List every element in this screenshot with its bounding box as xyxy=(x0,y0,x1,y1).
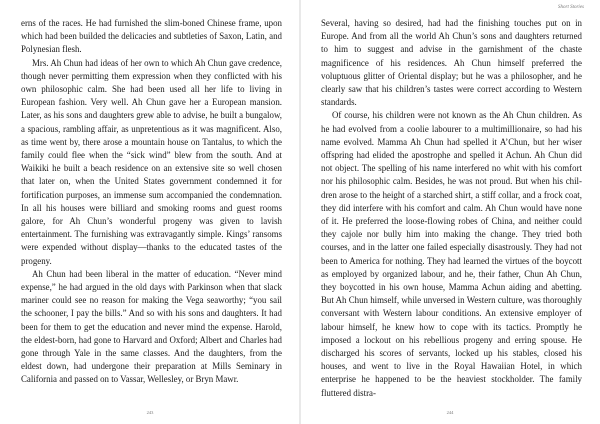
running-head: Short Stories xyxy=(558,5,584,10)
page-number-right: 244 xyxy=(446,410,454,415)
paragraph: Mrs. Ah Chun had ideas of her own to which Ah Chun gave credence, though never permitting them expression when they conflicted with his own philosophic calm. She had been used all her life to living in European fashion. Very well. Ah Chun gave her a European mansion. Later, as his sons and daughters grew able to advise, he built a bungalow, a spacious, rambling affair, as unpretentious as it was magnificent. Also, as time went by, there arose a mountain house on Tantalus, to which the family could flee when the “sick wind” blew from the south. And at Waikiki he built a beach residence on an extensive site so well chosen that later on, when the United States government condemned it for fortification purposes, an immense sum accompanied the condemnation. In all his houses were billiard and smoking rooms and guest rooms galore, for Ah Chun’s wonderful progeny was given to lavish entertainment. The furnishing was extravagantly simple. Kings’ ransoms were expended without display—thanks to the educated tastes of the progeny. xyxy=(21,57,282,266)
page-number-left: 243 xyxy=(146,410,154,415)
paragraph: Several, having so desired, had had the finishing touches put on in Europe. And from all the world Ah Chun’s sons and daughters returned to him to suggest and advise in the garnishment of the chaste magnificence of his residences. Ah Chun himself preferred the voluptuous glitter of Oriental display; but he was a philosopher, and he clearly saw that his children’s tastes were correct according to Western standards. xyxy=(321,18,582,108)
paragraph: Of course, his children were not known as the Ah Chun children. As he had evolved from a coolie labourer to a multimillionaire, so had his name evolved. Mamma Ah Chun had spelled it A’Chun, but her wiser offspring had elided the apostrophe and spelled it Achun. Ah Chun did not object. The spelling of his name interfered no whit with his comfort nor his philosophic calm. Besides, he was not proud. But when his children arose to the height of a starched shirt, a stiff collar, and a frock coat, they did interfere with his comfort and calm. Ah Chun would have none of it. He preferred the loose-flowing robes of China, and neither could they cajole nor bully him into making the change. They tried both courses, and in the latter one failed especially disastrously. They had not been to America for nothing. They had learned the virtues of the boycott as employed by organized labour, and he, their father, Chun Ah Chun, they boycotted in his own house, Mamma Achun aiding and abetting. But Ah Chun himself, while unversed in Western culture, was thoroughly conversant with Western labour conditions. An extensive employer of labour himself, he knew how to cope with its tactics. Promptly he imposed a lockout on his rebellious progeny and erring spouse. He discharged his scores of servants, locked up his stables, closed his houses, and went to live in the Royal Hawaiian Hotel, in which enterprise he happened to be the heaviest stockholder. The family fluttered distra- xyxy=(321,110,582,398)
right-page-text xyxy=(321,17,582,400)
left-page-text xyxy=(21,17,282,387)
paragraph: erns of the races. He had furnished the slim-boned Chinese frame, upon which had been builded the delicacies and subtleties of Saxon, Latin, and Polynesian flesh. xyxy=(21,18,282,55)
paragraph: Ah Chun had been liberal in the matter of education. “Never mind expense,” he had argued in the old days with Parkinson when that slack mariner could see no reason for making the Vega seaworthy; “you sail the schooner, I pay the bills.” And so with his sons and daughters. It had been for them to get the education and never mind the expense. Harold, the eldest-born, had gone to Harvard and Oxford; Albert and Charles had gone through Yale in the same classes. And the daughters, from the eldest down, had undergone their preparation at Mills Seminary in California and passed on to Vassar, Wellesley, or Bryn Mawr. xyxy=(21,268,282,385)
right-page xyxy=(300,0,600,424)
